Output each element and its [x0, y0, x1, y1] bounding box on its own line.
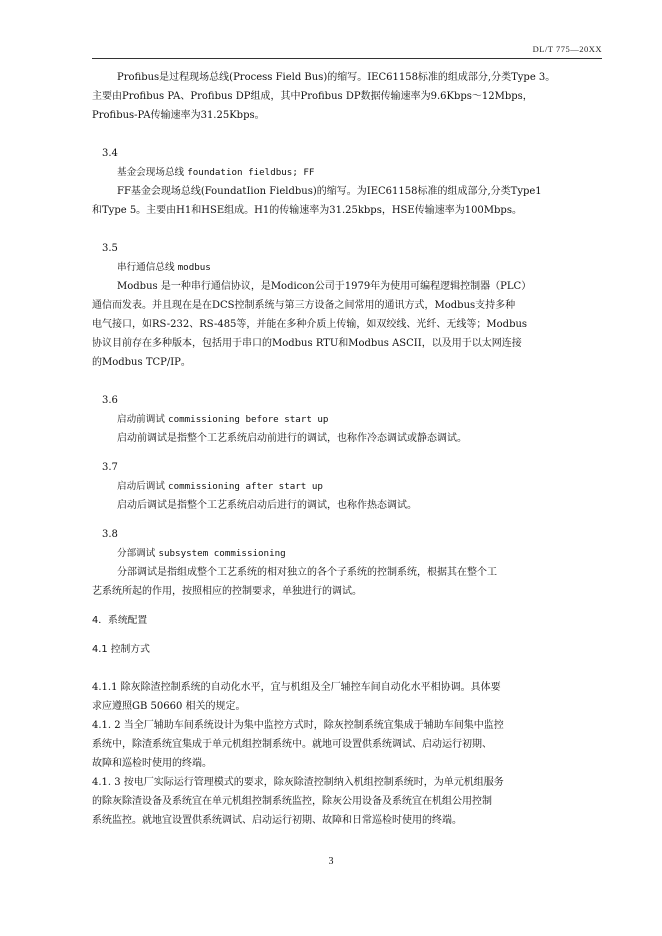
- page-number: 3: [328, 856, 334, 867]
- paragraph-line: Profibus是过程现场总线(Process Field Bus)的缩写。IEC61158标准的组成部分,分类Type 3。: [117, 72, 556, 83]
- section-number: 3.4: [102, 148, 118, 159]
- document-code: DL/T 775—20XX: [532, 44, 602, 54]
- page-body: [92, 68, 574, 830]
- section-3-8: [92, 525, 574, 601]
- term-cn: 启动后调试: [117, 481, 165, 492]
- section-3-6: [92, 391, 574, 448]
- term-cn: 基金会现场总线: [117, 167, 185, 178]
- paragraph-line: 主要由Profibus PA、Profibus DP组成，其中Profibus DP数据传输速率为9.6Kbps～12Mbps，: [92, 91, 533, 102]
- paragraph-line: 故障和巡检时使用的终端。: [92, 758, 212, 769]
- paragraph-line: 4.1. 3 按电厂实际运行管理模式的要求，除灰除渣控制纳入机组控制系统时，为单元机组服务: [92, 777, 504, 788]
- section-number: 3.5: [102, 243, 118, 254]
- paragraph-line: 艺系统所起的作用，按照相应的控制要求，单独进行的调试。: [92, 586, 362, 597]
- section-3-4: [92, 144, 574, 220]
- paragraph-line: 4.1. 2 当全厂辅助车间系统设计为集中监控方式时，除灰控制系统宜集成于辅助车间集中监控: [92, 720, 504, 731]
- chapter-heading: 4．系统配置: [92, 615, 148, 626]
- term-heading: [92, 477, 574, 496]
- section-number: 3.6: [102, 395, 118, 406]
- paragraph-line: 协议目前存在多种版本，包括用于串口的Modbus RTU和Modbus ASCII，以及用于以太网连接: [92, 338, 522, 349]
- term-heading: [92, 258, 574, 277]
- paragraph-line: 4.1.1 除灰除渣控制系统的自动化水平，宜与机组及全厂辅控车间自动化水平相协调。具体要: [92, 682, 501, 693]
- section-3-5: [92, 239, 574, 372]
- clause-4-1-3: [92, 773, 574, 830]
- paragraph-line: 分部调试是指组成整个工艺系统的相对独立的各个子系统的控制系统，根据其在整个工: [117, 567, 497, 578]
- paragraph-line: 的Modbus TCP/IP。: [92, 357, 191, 368]
- term-en: modbus: [177, 262, 211, 273]
- term-heading: [92, 163, 574, 182]
- paragraph-line: 电气接口，如RS-232、RS-485等，并能在多种介质上传输，如双绞线、光纤、无线等；Modbus: [92, 319, 528, 330]
- intro-paragraph: [92, 68, 574, 125]
- paragraph-line: 通信而发表。并且现在是在DCS控制系统与第三方设备之间常用的通讯方式，Modbus支持多种: [92, 300, 516, 311]
- paragraph-line: 启动后调试是指整个工艺系统启动后进行的调试，也称作热态调试。: [117, 500, 417, 511]
- term-cn: 串行通信总线: [117, 262, 175, 273]
- header-rule: [92, 58, 602, 59]
- clause-4-1-1: [92, 678, 574, 716]
- term-cn: 分部调试: [117, 548, 156, 559]
- paragraph-line: FF基金会现场总线(FoundatIion Fieldbus)的缩写。为IEC61158标准的组成部分,分类Type1: [117, 186, 542, 197]
- sub-heading: 4.1 控制方式: [92, 644, 150, 655]
- clause-4-1-2: [92, 716, 574, 773]
- paragraph-line: 系统监控。就地宜设置供系统调试、启动运行初期、故障和日常巡检时使用的终端。: [92, 815, 462, 826]
- paragraph-line: 的除灰除渣设备及系统宜在单元机组控制系统监控，除灰公用设备及系统宜在机组公用控制: [92, 796, 492, 807]
- term-cn: 启动前调试: [117, 414, 165, 425]
- paragraph-line: Profibus-PA传输速率为31.25Kbps。: [92, 110, 265, 121]
- term-en: subsystem commissioning: [158, 548, 286, 559]
- section-number: 3.8: [102, 529, 118, 540]
- paragraph-line: 求应遵照GB 50660 相关的规定。: [92, 701, 246, 712]
- paragraph-line: 系统中，除渣系统宜集成于单元机组控制系统中。就地可设置供系统调试、启动运行初期、: [92, 739, 492, 750]
- term-heading: [92, 544, 574, 563]
- paragraph-line: 启动前调试是指整个工艺系统启动前进行的调试，也称作冷态调试或静态调试。: [117, 433, 467, 444]
- section-3-7: [92, 458, 574, 515]
- term-en: commissioning after start up: [168, 481, 323, 492]
- term-en: commissioning before start up: [168, 414, 329, 425]
- term-en: foundation fieldbus; FF: [187, 167, 315, 178]
- paragraph-line: Modbus 是一种串行通信协议，是Modicon公司于1979年为使用可编程逻辑控制器（PLC）: [117, 281, 532, 292]
- term-heading: [92, 410, 574, 429]
- paragraph-line: 和Type 5。主要由H1和HSE组成。H1的传输速率为31.25kbps，HSE传输速率为100Mbps。: [92, 205, 522, 216]
- section-number: 3.7: [102, 462, 118, 473]
